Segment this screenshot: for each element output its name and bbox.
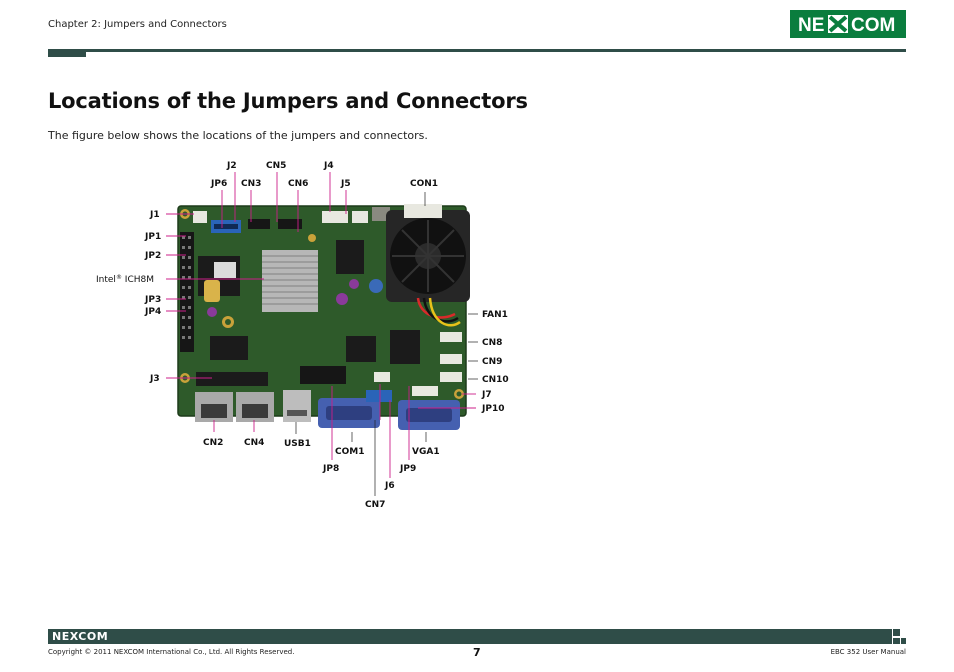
label-cn7: CN7 — [365, 500, 386, 510]
label-j2: J2 — [227, 161, 237, 171]
label-jp8: JP8 — [323, 464, 340, 474]
label-cn6: CN6 — [288, 179, 309, 189]
label-cn8: CN8 — [482, 338, 503, 348]
manual-name: EBC 352 User Manual — [830, 648, 906, 656]
label-j6: J6 — [385, 481, 395, 491]
label-j5: J5 — [341, 179, 351, 189]
label-jp1: JP1 — [145, 232, 162, 242]
chapter-heading: Chapter 2: Jumpers and Connectors — [48, 19, 227, 30]
label-vga1: VGA1 — [412, 447, 440, 457]
svg-text:NE: NE — [798, 15, 825, 36]
label-jp2: JP2 — [145, 251, 162, 261]
label-j7: J7 — [482, 390, 492, 400]
label-con1: CON1 — [410, 179, 439, 189]
copyright-text: Copyright © 2011 NEXCOM International Co., Ltd. All Rights Reserved. — [48, 648, 295, 656]
label-j3: J3 — [150, 374, 160, 384]
svg-text:COM: COM — [851, 15, 896, 36]
intro-paragraph: The figure below shows the locations of the jumpers and connectors. — [48, 129, 428, 142]
label-cn9: CN9 — [482, 357, 503, 367]
footer-decor-square — [893, 629, 900, 636]
footer-nexcom-logo: NEXCOM — [52, 630, 109, 643]
label-cn3: CN3 — [241, 179, 262, 189]
label-jp10: JP10 — [482, 404, 505, 414]
label-jp3: JP3 — [145, 295, 162, 305]
label-intel-ich8m: Intel® ICH8M — [96, 274, 154, 285]
label-j4: J4 — [324, 161, 334, 171]
label-jp9: JP9 — [400, 464, 417, 474]
footer-decor-square — [893, 638, 900, 644]
page-title: Locations of the Jumpers and Connectors — [48, 89, 528, 113]
page-number: 7 — [473, 646, 481, 659]
footer-bar — [48, 629, 892, 644]
label-cn5: CN5 — [266, 161, 287, 171]
label-com1: COM1 — [335, 447, 365, 457]
label-j1: J1 — [150, 210, 160, 220]
label-jp4: JP4 — [145, 307, 162, 317]
label-cn10: CN10 — [482, 375, 509, 385]
motherboard-image — [178, 204, 470, 430]
label-jp6: JP6 — [211, 179, 228, 189]
footer-decor-square — [901, 638, 906, 644]
label-cn2: CN2 — [203, 438, 224, 448]
label-fan1: FAN1 — [482, 310, 508, 320]
label-cn4: CN4 — [244, 438, 265, 448]
label-usb1: USB1 — [284, 439, 311, 449]
